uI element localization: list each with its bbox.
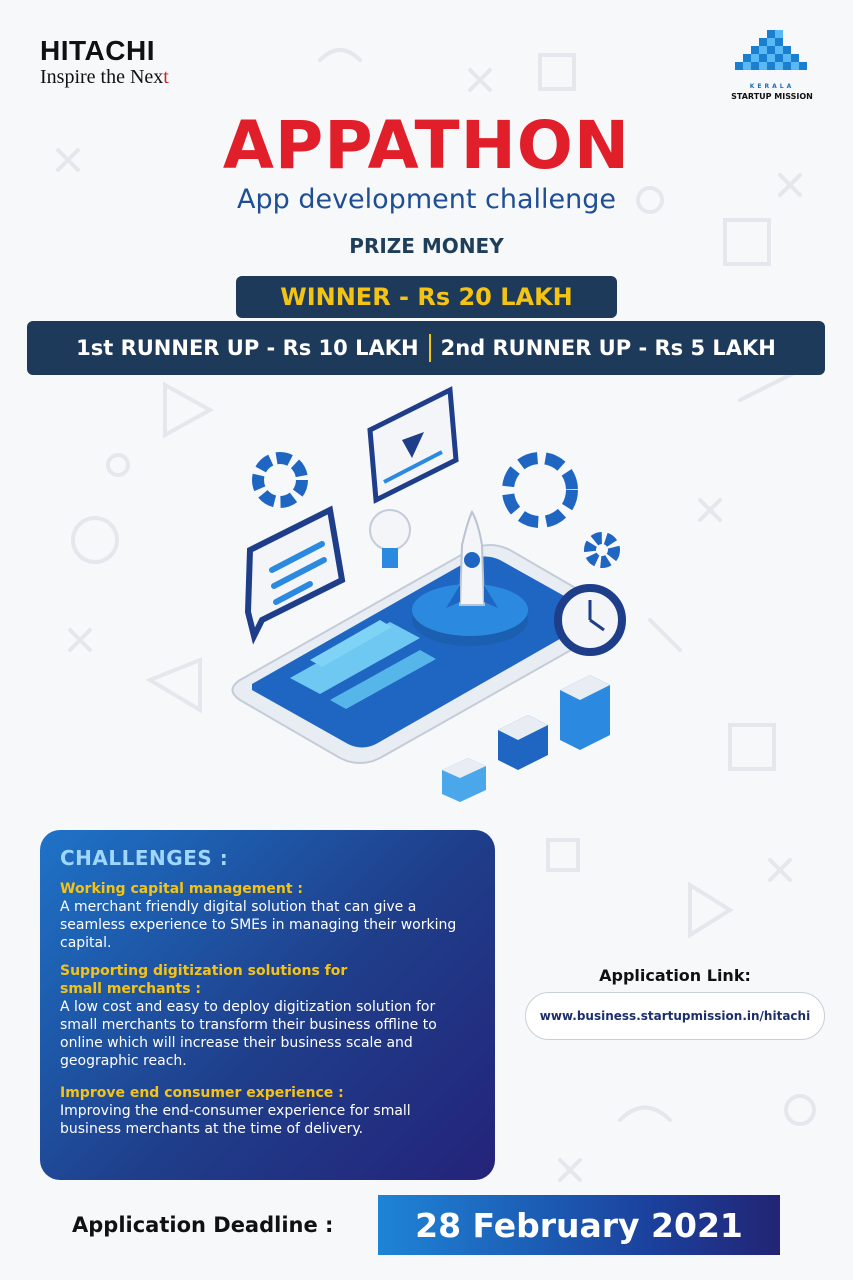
event-subtitle: App development challenge [236, 184, 616, 215]
second-runner-up-text: 2nd RUNNER UP - Rs 5 LAKH [440, 336, 776, 360]
challenge-item [60, 880, 475, 952]
runner-up-prize-banner [27, 321, 825, 375]
winner-prize-text: WINNER - Rs 20 LAKH [280, 283, 573, 311]
light-bulb-icon [370, 510, 410, 568]
application-link[interactable] [525, 992, 825, 1040]
ksum-checker-icon [722, 28, 822, 84]
winner-prize-banner [236, 276, 617, 318]
challenge-text: A merchant friendly digital solution that can give a seamless experience to SMEs in managing their working capital. [60, 899, 457, 951]
event-title: APPATHON [222, 107, 631, 184]
challenge-item [60, 962, 475, 1070]
ksum-startup-mission-text: STARTUP MISSION [731, 92, 813, 101]
video-card-icon [370, 390, 456, 500]
ksum-logo [722, 28, 822, 108]
challenge-title: Supporting digitization solutions for small merchants : [60, 963, 348, 997]
challenge-text: Improving the end-consumer experience for small business merchants at the time of delivery. [60, 1103, 411, 1137]
challenges-panel [40, 830, 495, 1180]
hitachi-logo [40, 36, 169, 88]
prize-heading: PRIZE MONEY [349, 234, 504, 258]
application-link-text[interactable]: www.business.startupmission.in/hitachi [539, 1009, 811, 1023]
chat-bubble-icon [248, 510, 342, 636]
deadline-date-banner [378, 1195, 780, 1255]
hitachi-wordmark: HITACHI [40, 35, 155, 66]
challenge-title: Improve end consumer experience : [60, 1085, 344, 1101]
deadline-date: 28 February 2021 [415, 1205, 743, 1245]
clock-icon [558, 588, 622, 652]
application-link-label: Application Link: [599, 966, 751, 985]
hitachi-tagline: Inspire the Next [40, 66, 169, 88]
ksum-kerala-text: KERALA [749, 83, 795, 90]
first-runner-up-text: 1st RUNNER UP - Rs 10 LAKH [76, 336, 419, 360]
challenge-title: Working capital management : [60, 881, 303, 897]
challenge-item [60, 1084, 475, 1138]
app-launch-illustration [180, 380, 680, 820]
challenges-heading: CHALLENGES : [60, 846, 229, 870]
prize-divider [429, 334, 431, 362]
deadline-label: Application Deadline : [72, 1213, 334, 1237]
challenge-text: A low cost and easy to deploy digitization solution for small merchants to transform their business offline to online which will increase their business scale and geographic reach. [60, 999, 437, 1069]
